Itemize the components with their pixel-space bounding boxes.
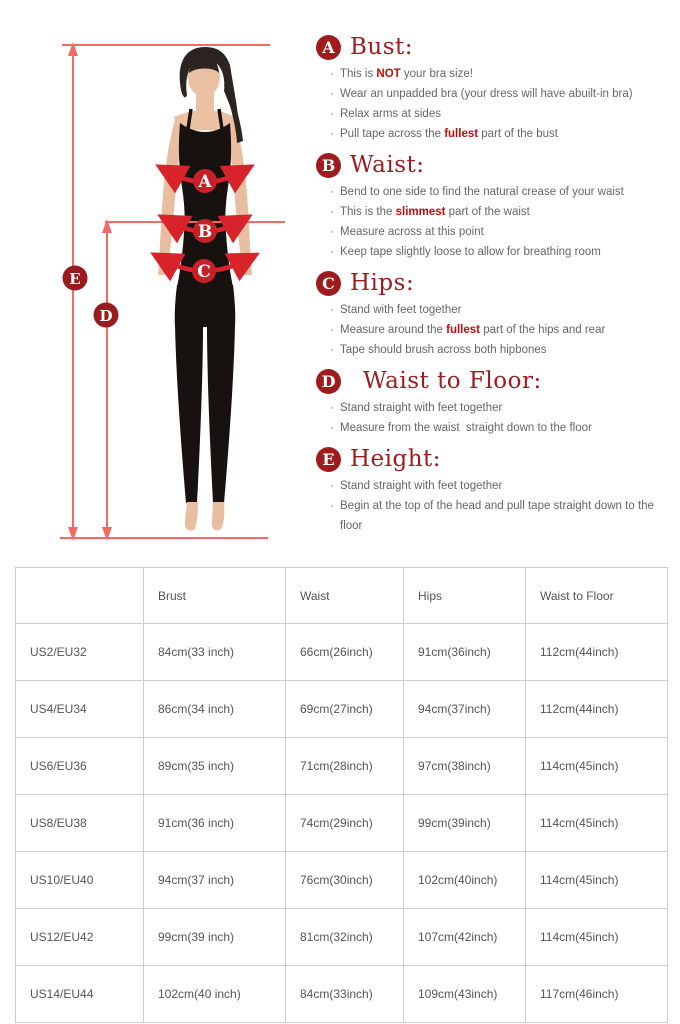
section-title: Hips: [350,270,415,296]
table-column-header: Brust [144,568,286,624]
table-cell: 81cm(32inch) [286,909,404,966]
bullet-text: Wear an unpadded bra (your dress will have abuilt-in bra) [340,88,633,100]
bullet-item [330,104,670,124]
section-letter-badge: C [316,271,341,296]
section-letter-badge: A [316,35,341,60]
table-cell: 84cm(33 inch) [144,624,286,681]
table-cell: US8/EU38 [16,795,144,852]
table-cell: 74cm(29inch) [286,795,404,852]
table-cell: US4/EU34 [16,681,144,738]
table-cell: US14/EU44 [16,966,144,1023]
table-cell: 91cm(36inch) [404,624,526,681]
section-bullets [330,300,670,360]
measurement-section [316,269,670,360]
section-heading [316,33,670,61]
measurement-section [316,33,670,144]
table-cell: 114cm(45inch) [526,909,668,966]
hips-marker-letter: C [197,262,211,282]
section-heading [316,367,670,395]
bullet-text: Keep tape slightly loose to allow for breathing room [340,246,601,258]
bullet-text: Stand with feet together [340,304,462,316]
table-cell: US6/EU36 [16,738,144,795]
instruction-sections [316,33,670,543]
table-column-header [16,568,144,624]
bullet-text: Stand straight with feet together [340,480,503,492]
bullet-text: Measure around the fullest part of the hips and rear [340,324,606,336]
section-bullets [330,398,670,438]
table-column-header: Waist [286,568,404,624]
table-row [16,909,668,966]
bullet-item [330,320,670,340]
table-cell: 117cm(46inch) [526,966,668,1023]
bullet-dot: · [330,422,334,434]
table-cell: 89cm(35 inch) [144,738,286,795]
table-row [16,966,668,1023]
section-letter-badge: D [316,369,341,394]
section-title: Waist to Floor: [363,368,542,394]
section-title: Height: [350,446,442,472]
waist-to-floor-marker-letter: D [99,307,113,325]
section-bullets [330,64,670,144]
section-title: Bust: [350,34,414,60]
bullet-dot: · [330,128,334,140]
table-cell: 76cm(30inch) [286,852,404,909]
measurement-figure [40,25,320,555]
section-heading [316,445,670,473]
table-cell: 109cm(43inch) [404,966,526,1023]
table-cell: 107cm(42inch) [404,909,526,966]
table-cell: 112cm(44inch) [526,681,668,738]
table-cell: 86cm(34 inch) [144,681,286,738]
model-silhouette-image [158,47,252,531]
bullet-text: Measure across at this point [340,226,484,238]
bullet-item [330,496,670,536]
table-cell: 71cm(28inch) [286,738,404,795]
table-column-header: Hips [404,568,526,624]
bullet-text: Relax arms at sides [340,108,441,120]
bullet-item [330,182,670,202]
section-letter-badge: E [316,447,341,472]
bullet-dot: · [330,226,334,238]
section-heading [316,151,670,179]
table-cell: 91cm(36 inch) [144,795,286,852]
guide-lines [60,45,285,538]
bullet-text: Begin at the top of the head and pull tape straight down to the floor [340,500,658,532]
bullet-text: Pull tape across the fullest part of the bust [340,128,558,140]
bullet-item [330,64,670,84]
bullet-dot: · [330,324,334,336]
table-cell: 99cm(39 inch) [144,909,286,966]
table-cell: 112cm(44inch) [526,624,668,681]
bullet-dot: · [330,206,334,218]
section-bullets [330,476,670,536]
table-header-row [16,568,668,624]
section-bullets [330,182,670,262]
bullet-dot: · [330,186,334,198]
bullet-item [330,84,670,104]
bullet-item [330,242,670,262]
table-column-header: Waist to Floor [526,568,668,624]
bullet-text: This is NOT your bra size! [340,68,473,80]
table-cell: 66cm(26inch) [286,624,404,681]
table-cell: 84cm(33inch) [286,966,404,1023]
bullet-dot: · [330,304,334,316]
bullet-dot: · [330,108,334,120]
bullet-dot: · [330,88,334,100]
bullet-text: Stand straight with feet together [340,402,503,414]
table-cell: 97cm(38inch) [404,738,526,795]
table-cell: 94cm(37 inch) [144,852,286,909]
bullet-dot: · [330,480,334,492]
bullet-item [330,124,670,144]
table-cell: US12/EU42 [16,909,144,966]
waist-marker-letter: B [197,222,213,242]
table-cell: 69cm(27inch) [286,681,404,738]
table-cell: 114cm(45inch) [526,852,668,909]
bullet-dot: · [330,246,334,258]
table-row [16,738,668,795]
bullet-text: This is the slimmest part of the waist [340,206,530,218]
bullet-item [330,222,670,242]
table-cell: US2/EU32 [16,624,144,681]
bullet-item [330,418,670,438]
table-row [16,795,668,852]
measurement-section [316,445,670,536]
section-heading [316,269,670,297]
measurement-section [316,151,670,262]
guide-arrowheads [68,42,112,541]
table-cell: 102cm(40inch) [404,852,526,909]
table-row [16,852,668,909]
bullet-item [330,300,670,320]
table-cell: 99cm(39inch) [404,795,526,852]
bullet-dot: · [330,344,334,356]
bullet-dot: · [330,402,334,414]
bullet-item [330,476,670,496]
table-cell: 114cm(45inch) [526,795,668,852]
table-cell: 94cm(37inch) [404,681,526,738]
bullet-item [330,340,670,360]
table-cell: 114cm(45inch) [526,738,668,795]
table-cell: US10/EU40 [16,852,144,909]
bullet-item [330,398,670,418]
height-marker-letter: E [69,270,81,288]
bullet-dot: · [330,68,334,80]
table-row [16,624,668,681]
bullet-text: Bend to one side to find the natural crease of your waist [340,186,624,198]
bust-marker-letter: A [198,172,212,192]
size-chart-table [15,567,668,1023]
table-cell: 102cm(40 inch) [144,966,286,1023]
bullet-text: Measure from the waist straight down to the floor [340,422,592,434]
bullet-dot: · [330,500,334,512]
measurement-section [316,367,670,438]
section-letter-badge: B [316,153,341,178]
section-title: Waist: [350,152,425,178]
bullet-item [330,202,670,222]
bullet-text: Tape should brush across both hipbones [340,344,547,356]
table-row [16,681,668,738]
